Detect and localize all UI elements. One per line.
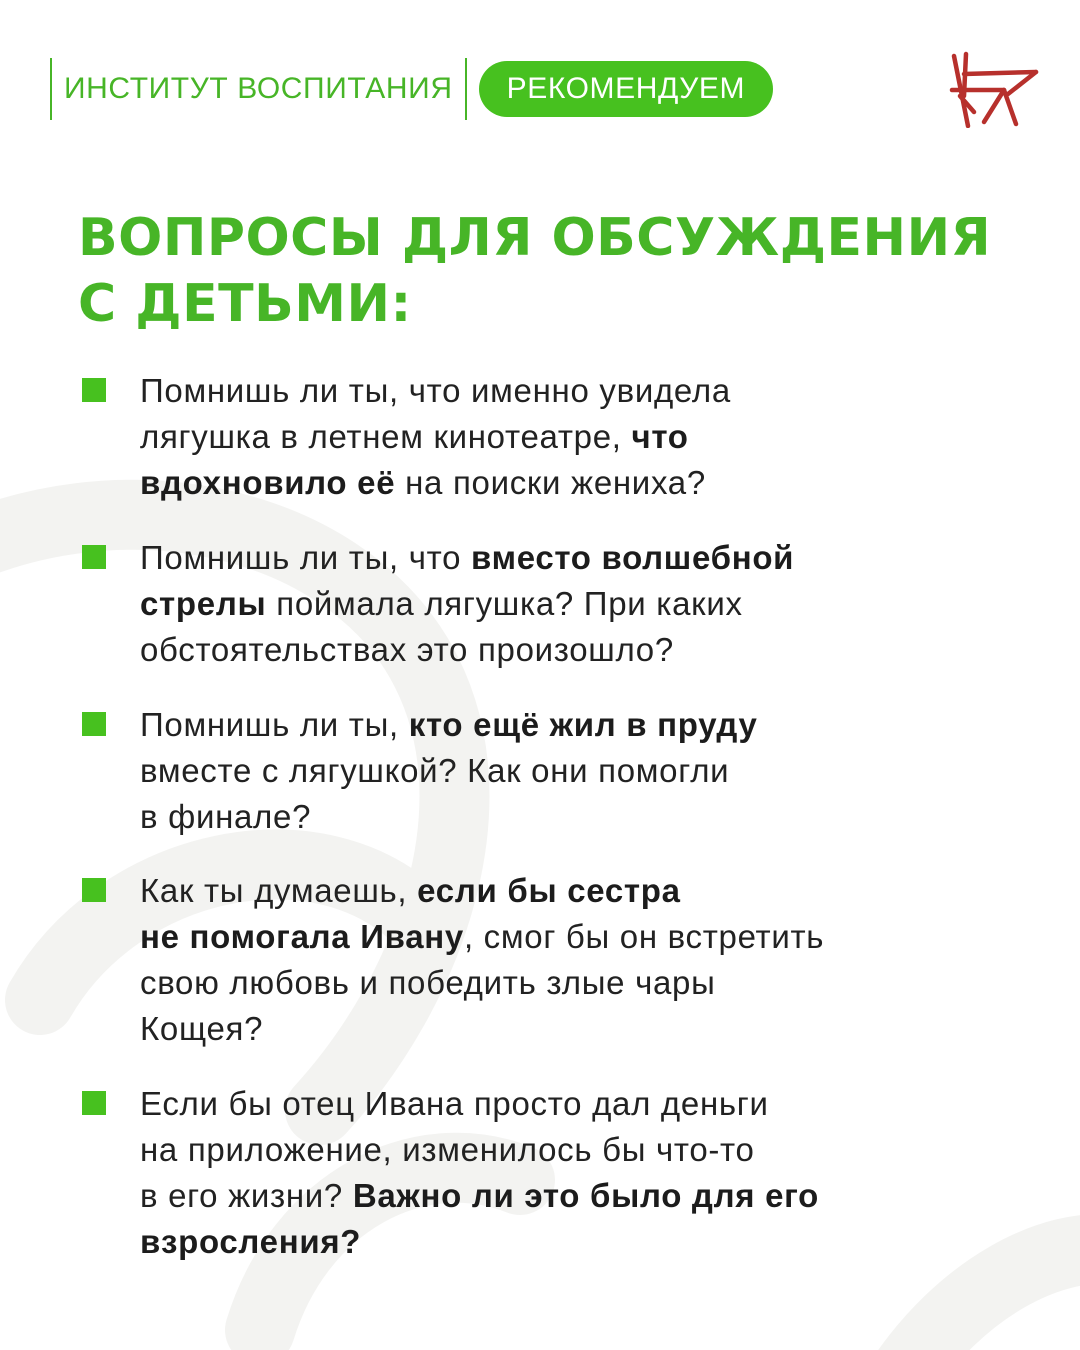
page-title-line-1: ВОПРОСЫ ДЛЯ ОБСУЖДЕНИЯ	[78, 208, 992, 268]
question-line	[140, 627, 980, 673]
question-text-bold: стрелы	[140, 585, 267, 622]
square-bullet-icon	[82, 545, 106, 569]
question-text-bold: взросления?	[140, 1223, 362, 1260]
question-text-bold: кто ещё жил в пруду	[408, 706, 758, 743]
question-text-regular: обстоятельствах это произошло?	[140, 631, 674, 668]
question-text-bold: не помогала Ивану	[140, 918, 464, 955]
question-text-regular: лягушка в летнем кинотеатре,	[140, 418, 632, 455]
square-bullet-icon	[82, 378, 106, 402]
question-text-regular: на поиски жениха?	[395, 464, 706, 501]
question-line	[140, 960, 980, 1006]
question-line	[140, 1081, 980, 1127]
question-line	[140, 460, 980, 506]
question-text-regular: Как ты думаешь,	[140, 872, 418, 909]
question-line	[140, 914, 980, 960]
page-title-line-2: С ДЕТЬМИ:	[78, 274, 412, 334]
square-bullet-icon	[82, 712, 106, 736]
question-text-regular: Помнишь ли ты, что	[140, 539, 472, 576]
question-text-regular: вместе с лягушкой? Как они помогли	[140, 752, 730, 789]
question-text-regular: поймала лягушка? При каких	[266, 585, 743, 622]
question-text	[140, 368, 980, 506]
question-text-regular: Если бы отец Ивана просто дал деньги	[140, 1085, 769, 1122]
question-line	[140, 702, 980, 748]
question-text-regular: на приложение, изменилось бы что-то	[140, 1131, 755, 1168]
question-text-regular: Помнишь ли ты, что именно увидела	[140, 372, 731, 409]
question-text	[140, 1081, 980, 1265]
question-text	[140, 702, 980, 840]
question-text-regular: в финале?	[140, 798, 312, 835]
question-line	[140, 1219, 980, 1265]
question-text-bold: если бы сестра	[417, 872, 681, 909]
question-text-regular: свою любовь и победить злые чары	[140, 964, 716, 1001]
brand-name: ИНСТИТУТ ВОСПИТАНИЯ	[64, 72, 453, 105]
recommend-badge-label: РЕКОМЕНДУЕМ	[506, 72, 746, 105]
question-line	[140, 1127, 980, 1173]
question-line	[140, 368, 980, 414]
question-text-regular: Кощея?	[140, 1010, 264, 1047]
question-text	[140, 868, 980, 1052]
question-text	[140, 535, 980, 673]
question-line	[140, 581, 980, 627]
question-text-bold: что	[631, 418, 689, 455]
question-text-bold: вместо волшебной	[471, 539, 795, 576]
question-line	[140, 414, 980, 460]
question-text-bold: вдохновило её	[140, 464, 396, 501]
question-text-regular: Помнишь ли ты,	[140, 706, 409, 743]
question-line	[140, 794, 980, 840]
question-text-bold: Важно ли это было для его	[352, 1177, 819, 1214]
question-line	[140, 1006, 980, 1052]
square-bullet-icon	[82, 1091, 106, 1115]
square-bullet-icon	[82, 878, 106, 902]
question-text-regular: в его жизни?	[140, 1177, 353, 1214]
question-line	[140, 535, 980, 581]
question-line	[140, 868, 980, 914]
question-line	[140, 1173, 980, 1219]
question-text-regular: , смог бы он встретить	[463, 918, 825, 955]
question-line	[140, 748, 980, 794]
